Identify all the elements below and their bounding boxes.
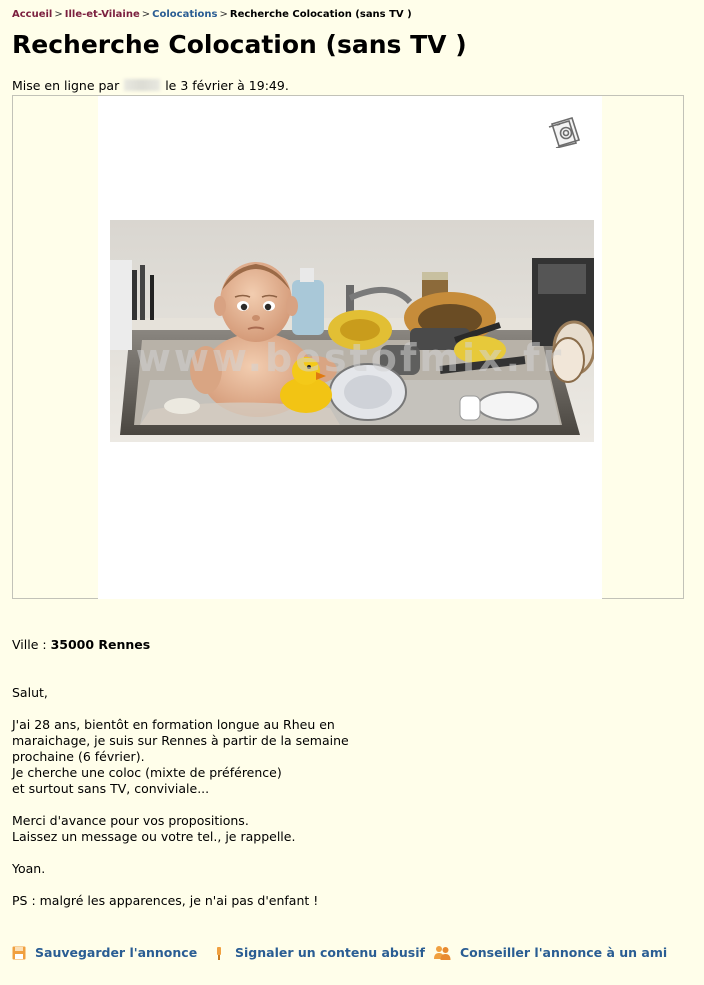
image-watermark: www.bestofmix.fr xyxy=(135,336,565,380)
ad-actions xyxy=(12,945,692,963)
city-info xyxy=(12,637,150,652)
posted-meta xyxy=(12,78,289,93)
breadcrumb-accueil[interactable]: Accueil xyxy=(12,9,53,20)
report-abuse-link[interactable] xyxy=(212,945,425,960)
users-icon xyxy=(434,945,451,960)
save-ad-label: Sauvegarder l'annonce xyxy=(35,945,198,960)
breadcrumb-current: Recherche Colocation (sans TV ) xyxy=(229,9,412,20)
description-paragraph xyxy=(12,893,472,909)
description-paragraph xyxy=(12,813,472,845)
baby-in-sink-photo xyxy=(110,220,594,442)
save-ad-link[interactable] xyxy=(12,945,197,960)
blurred-author xyxy=(124,79,160,91)
breadcrumb-separator: > xyxy=(54,9,63,20)
description-line: Je cherche une coloc (mixte de préférence) xyxy=(12,765,282,780)
description-line: et surtout sans TV, conviviale... xyxy=(12,781,210,796)
floppy-disk-icon xyxy=(12,946,26,960)
ad-description xyxy=(12,685,472,925)
share-with-friend-label: Conseiller l'annonce à un ami xyxy=(460,945,668,960)
description-line: PS : malgré les apparences, je n'ai pas d'enfant ! xyxy=(12,893,319,908)
breadcrumb-separator: > xyxy=(141,9,151,20)
share-with-friend-link[interactable] xyxy=(434,945,667,960)
page-title: Recherche Colocation (sans TV ) xyxy=(12,30,467,59)
description-line: maraichage, je suis sur Rennes à partir de la semaine xyxy=(12,733,349,748)
description-line: J'ai 28 ans, bientôt en formation longue au Rheu en xyxy=(12,717,335,732)
ad-image[interactable] xyxy=(98,96,602,599)
breadcrumb-separator: > xyxy=(219,9,228,20)
posted-date: le 3 février à 19:49. xyxy=(165,78,289,93)
description-line: Salut, xyxy=(12,685,48,700)
city-value: 35000 Rennes xyxy=(50,637,151,652)
breadcrumb-ille-et-vilaine[interactable]: Ille-et-Vilaine xyxy=(64,9,140,20)
breadcrumb xyxy=(12,9,412,20)
breadcrumb-colocations[interactable]: Colocations xyxy=(152,9,218,20)
description-line: Laissez un message ou votre tel., je rappelle. xyxy=(12,829,296,844)
description-paragraph xyxy=(12,861,472,877)
camera-icon[interactable] xyxy=(546,114,584,148)
city-label: Ville : xyxy=(12,637,47,652)
report-abuse-label: Signaler un contenu abusif xyxy=(235,945,425,960)
description-paragraph xyxy=(12,717,472,797)
description-line: Merci d'avance pour vos propositions. xyxy=(12,813,249,828)
posted-by-prefix: Mise en ligne par xyxy=(12,78,120,93)
description-line: Yoan. xyxy=(12,861,46,876)
description-paragraph xyxy=(12,685,472,701)
description-line: prochaine (6 février). xyxy=(12,749,145,764)
ad-image-frame xyxy=(12,95,684,599)
exclamation-pin-icon xyxy=(212,946,226,960)
